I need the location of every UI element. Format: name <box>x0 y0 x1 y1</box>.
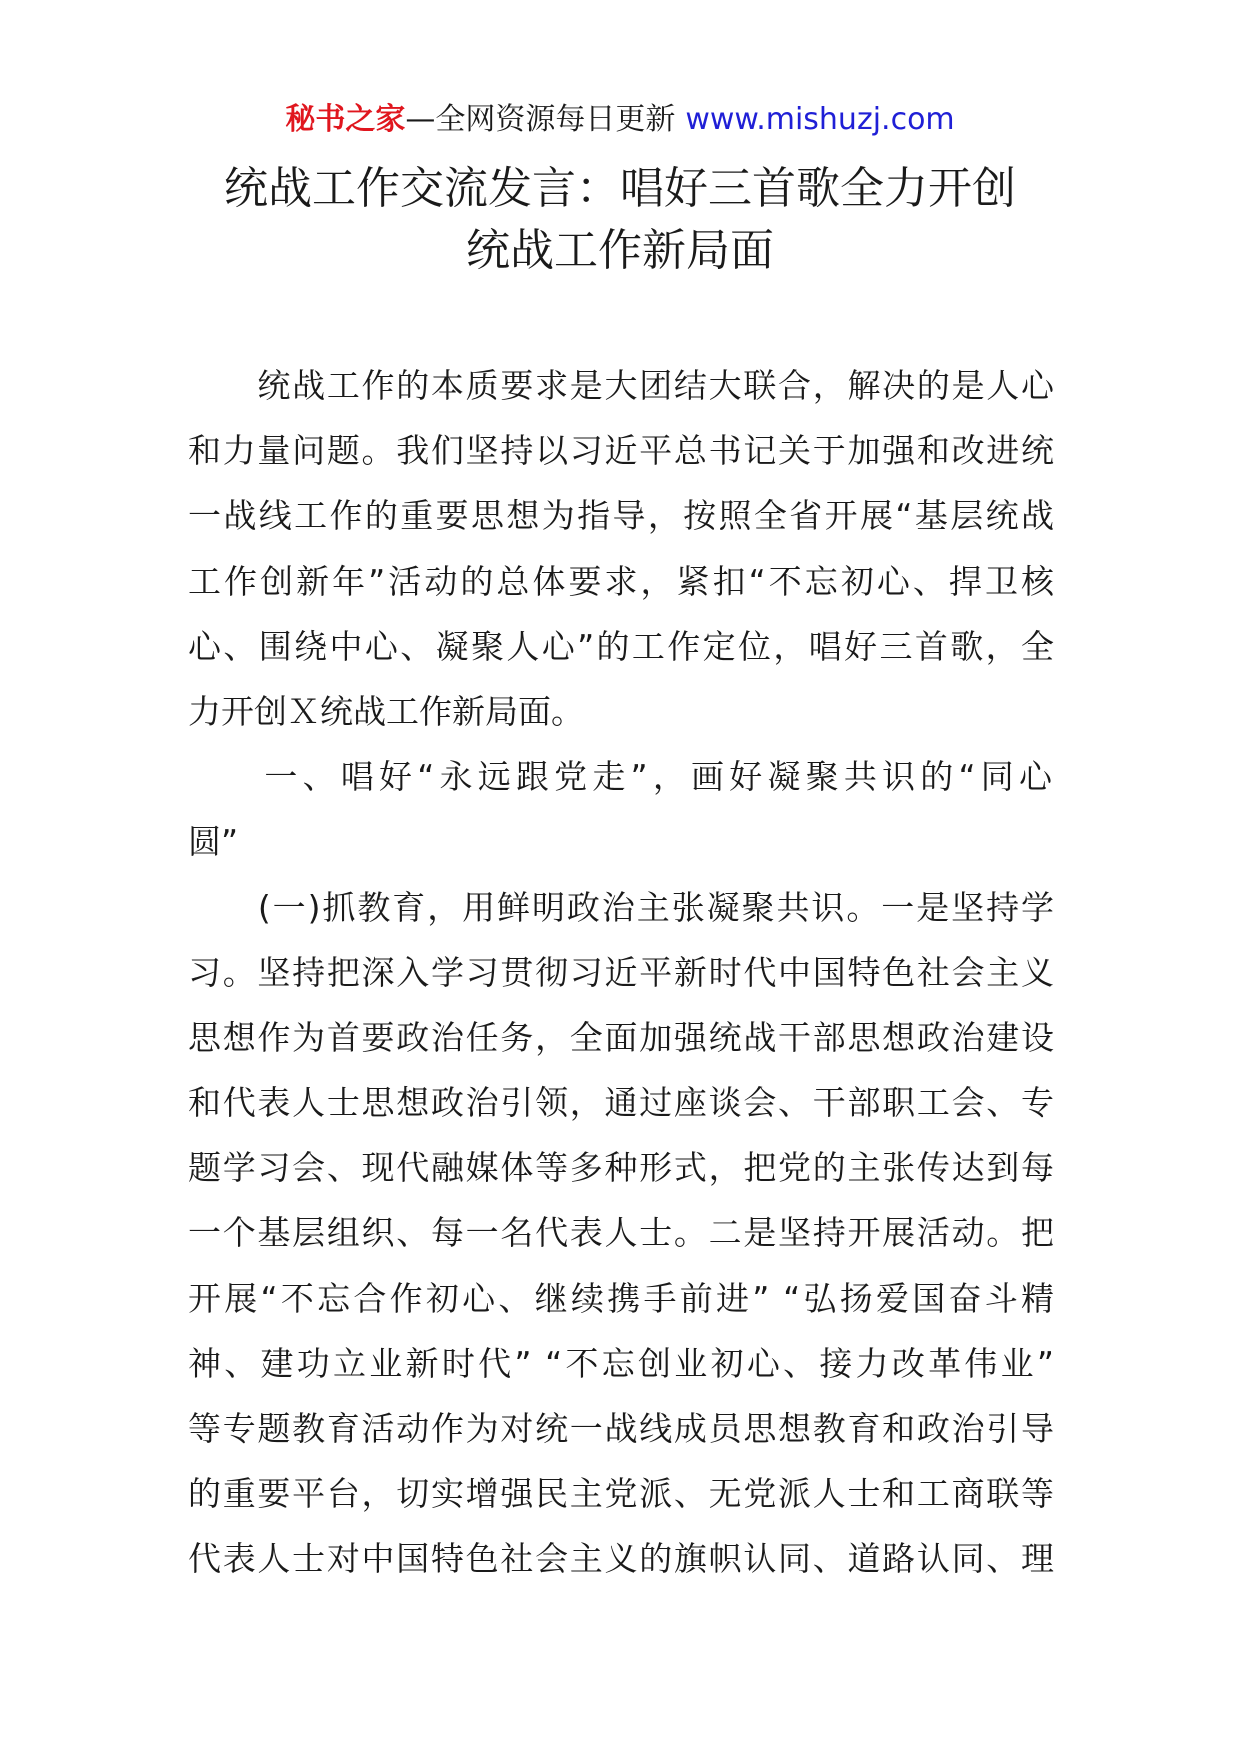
body-line: 力开创Ｘ统战工作新局面。 <box>188 691 584 731</box>
body-line: 神、建功立业新时代” “不忘创业初心、接力改革伟业” <box>188 1343 1054 1383</box>
body-line: 和代表人士思想政治引领，通过座谈会、干部职工会、专 <box>188 1083 1054 1123</box>
document-title <box>150 158 1090 282</box>
title-line-2: 统战工作新局面 <box>466 225 774 276</box>
body-line: 和力量问题。我们坚持以习近平总书记关于加强和改进统 <box>188 431 1054 471</box>
site-url-link[interactable]: www.mishuzj.com <box>685 102 955 137</box>
section-heading-line: 圆” <box>188 822 239 862</box>
body-line: 代表人士对中国特色社会主义的旗帜认同、道路认同、理 <box>188 1539 1054 1579</box>
body-line: 一战线工作的重要思想为指导，按照全省开展“基层统战 <box>188 496 1054 536</box>
title-line-1: 统战工作交流发言：唱好三首歌全力开创 <box>224 163 1016 214</box>
body-line: 等专题教育活动作为对统一战线成员思想教育和政治引导 <box>188 1409 1054 1448</box>
body-line: 习。坚持把深入学习贯彻习近平新时代中国特色社会主义 <box>188 952 1054 992</box>
body-line: 统战工作的本质要求是大团结大联合，解决的是人心 <box>188 366 1054 405</box>
site-header <box>0 100 1240 140</box>
body-line: 一个基层组织、每一名代表人士。二是坚持开展活动。把 <box>188 1213 1054 1253</box>
body-line: 题学习会、现代融媒体等多种形式，把党的主张传达到每 <box>188 1148 1054 1188</box>
body-line: (一)抓教育，用鲜明政治主张凝聚共识。一是坚持学 <box>188 887 1054 927</box>
document-body <box>188 353 1054 1592</box>
body-line: 工作创新年”活动的总体要求，紧扣“不忘初心、捍卫核 <box>188 561 1054 601</box>
brand-name: 秘书之家 <box>285 102 406 137</box>
body-line: 的重要平台，切实增强民主党派、无党派人士和工商联等 <box>188 1474 1054 1514</box>
body-line: 开展“不忘合作初心、继续携手前进” “弘扬爱国奋斗精 <box>188 1278 1054 1318</box>
body-line: 心、围绕中心、凝聚人心”的工作定位，唱好三首歌，全 <box>188 626 1054 666</box>
header-tagline: —全网资源每日更新 <box>405 102 676 137</box>
section-heading-line: 一、唱好“永远跟党走”，画好凝聚共识的“同心 <box>188 757 1054 797</box>
body-line: 思想作为首要政治任务，全面加强统战干部思想政治建设 <box>188 1017 1054 1057</box>
